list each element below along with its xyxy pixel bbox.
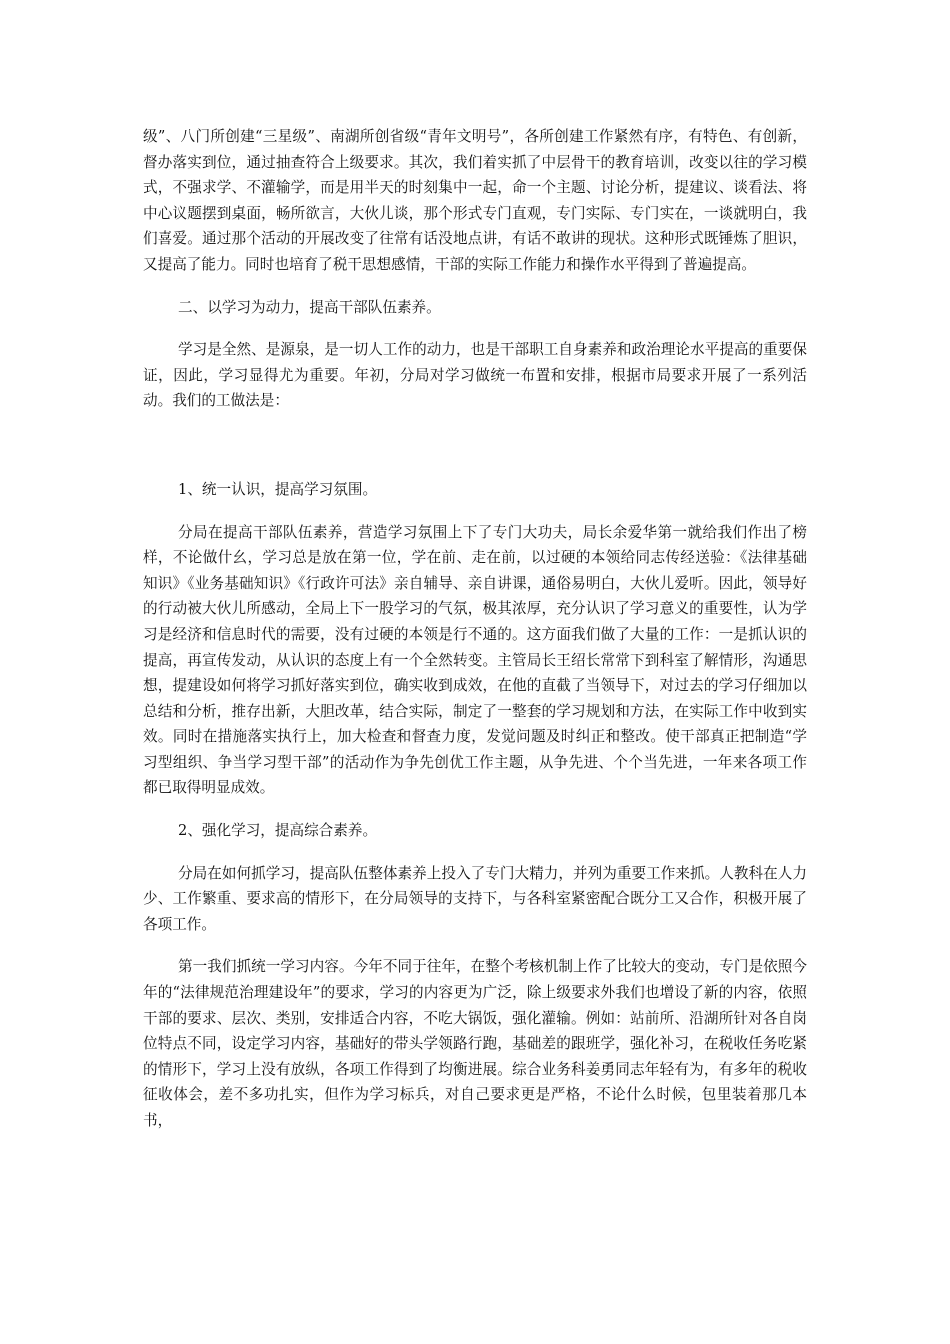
- body-paragraph-unified-content: 第一我们抓统一学习内容。今年不同于往年，在整个考核机制上作了比较大的变动，专门是依照今年的“法律规范治理建设年”的要求，学习的内容更为广泛，除上级要求外我们也增设了新的内容，依照干部的要求、层次、类别，安排适合内容，不吃大锅饭，强化灌输。例如：站前所、沿湖所针对各自岗位特点不同，设定学习内容，基础好的带头学领路行跑，基础差的跟班学，强化补习，在税收任务吃紧的情形下，学习上没有放纵，各项工作得到了均衡进展。综合业务科姜勇同志年轻有为，有多年的税收征收体会，差不多功扎实，但作为学习标兵，对自己要求更是严格，不论什么时候，包里装着那几本书，: [143, 958, 807, 1129]
- body-paragraph-team-quality: 分局在如何抓学习，提高队伍整体素养上投入了专门大精力，并列为重要工作来抓。人教科在人力少、工作繁重、要求高的情形下，在分局领导的支持下，与各科室紧密配合既分工又合作，积极开展了各项工作。: [143, 864, 807, 933]
- subheading-unify-understanding: 1、统一认识，提高学习氛围。: [178, 480, 378, 498]
- section-heading-learning-motivation: 二、以学习为动力，提高干部队伍素养。: [178, 298, 441, 316]
- body-paragraph-continuation: 级”、八门所创建“三星级”、南湖所创省级“青年文明号”，各所创建工作紧然有序，有特色、有创新，督办落实到位，通过抽查符合上级要求。其次，我们着实抓了中层骨干的教育培训，改变以往的学习模式，不强求学、不灌输学，而是用半天的时刻集中一起，命一个主题、讨论分析，提建议、谈看法、将中心议题摆到桌面，畅所欲言，大伙儿谈，那个形式专门直观，专门实际、专门实在，一谈就明白，我们喜爱。通过那个活动的开展改变了往常有话没地点讲，有话不敢讲的现状。这种形式既锤炼了胆识，又提高了能力。同时也培育了税干思想感情，干部的实际工作能力和操作水平得到了普遍提高。: [143, 128, 807, 273]
- body-paragraph-learning-intro: 学习是全然、是源泉，是一切人工作的动力，也是干部职工自身素养和政治理论水平提高的重要保证，因此，学习显得尤为重要。年初，分局对学习做统一布置和安排，根据市局要求开展了一系列活动。我们的工做法是：: [143, 341, 807, 410]
- subheading-strengthen-learning: 2、强化学习，提高综合素养。: [178, 822, 378, 840]
- body-paragraph-leadership-example: 分局在提高干部队伍素养，营造学习氛围上下了专门大功夫，局长余爱华第一就给我们作出了榜样，不论做什幺，学习总是放在第一位，学在前、走在前，以过硬的本领给同志传经送验：《法律基础知识》《业务基础知识》《行政许可法》亲自辅导、亲自讲课，通俗易明白，大伙儿爱听。因此，领导好的行动被大伙儿所感动，全局上下一股学习的气氛，极其浓厚，充分认识了学习意义的重要性，认为学习是经济和信息时代的需要，没有过硬的本领是行不通的。这方面我们做了大量的工作：一是抓认识的提高，再宣传发动，从认识的态度上有一个全然转变。主管局长王绍长常常下到科室了解情形，沟通思想，提建设如何将学习抓好落实到位，确实收到成效，在他的直截了当领导下，对过去的学习仔细加以总结和分析，推存出新，大胆改革，结合实际，制定了一整套的学习规划和方法，在实际工作中收到实效。同时在措施落实执行上，加大检查和督查力度，发觉问题及时纠正和整改。使干部真正把制造“学习型组织、争当学习型干部”的活动作为争先创优工作主题，从争先进、个个当先进，一年来各项工作都已取得明显成效。: [143, 523, 807, 797]
- document-body: [143, 124, 807, 1134]
